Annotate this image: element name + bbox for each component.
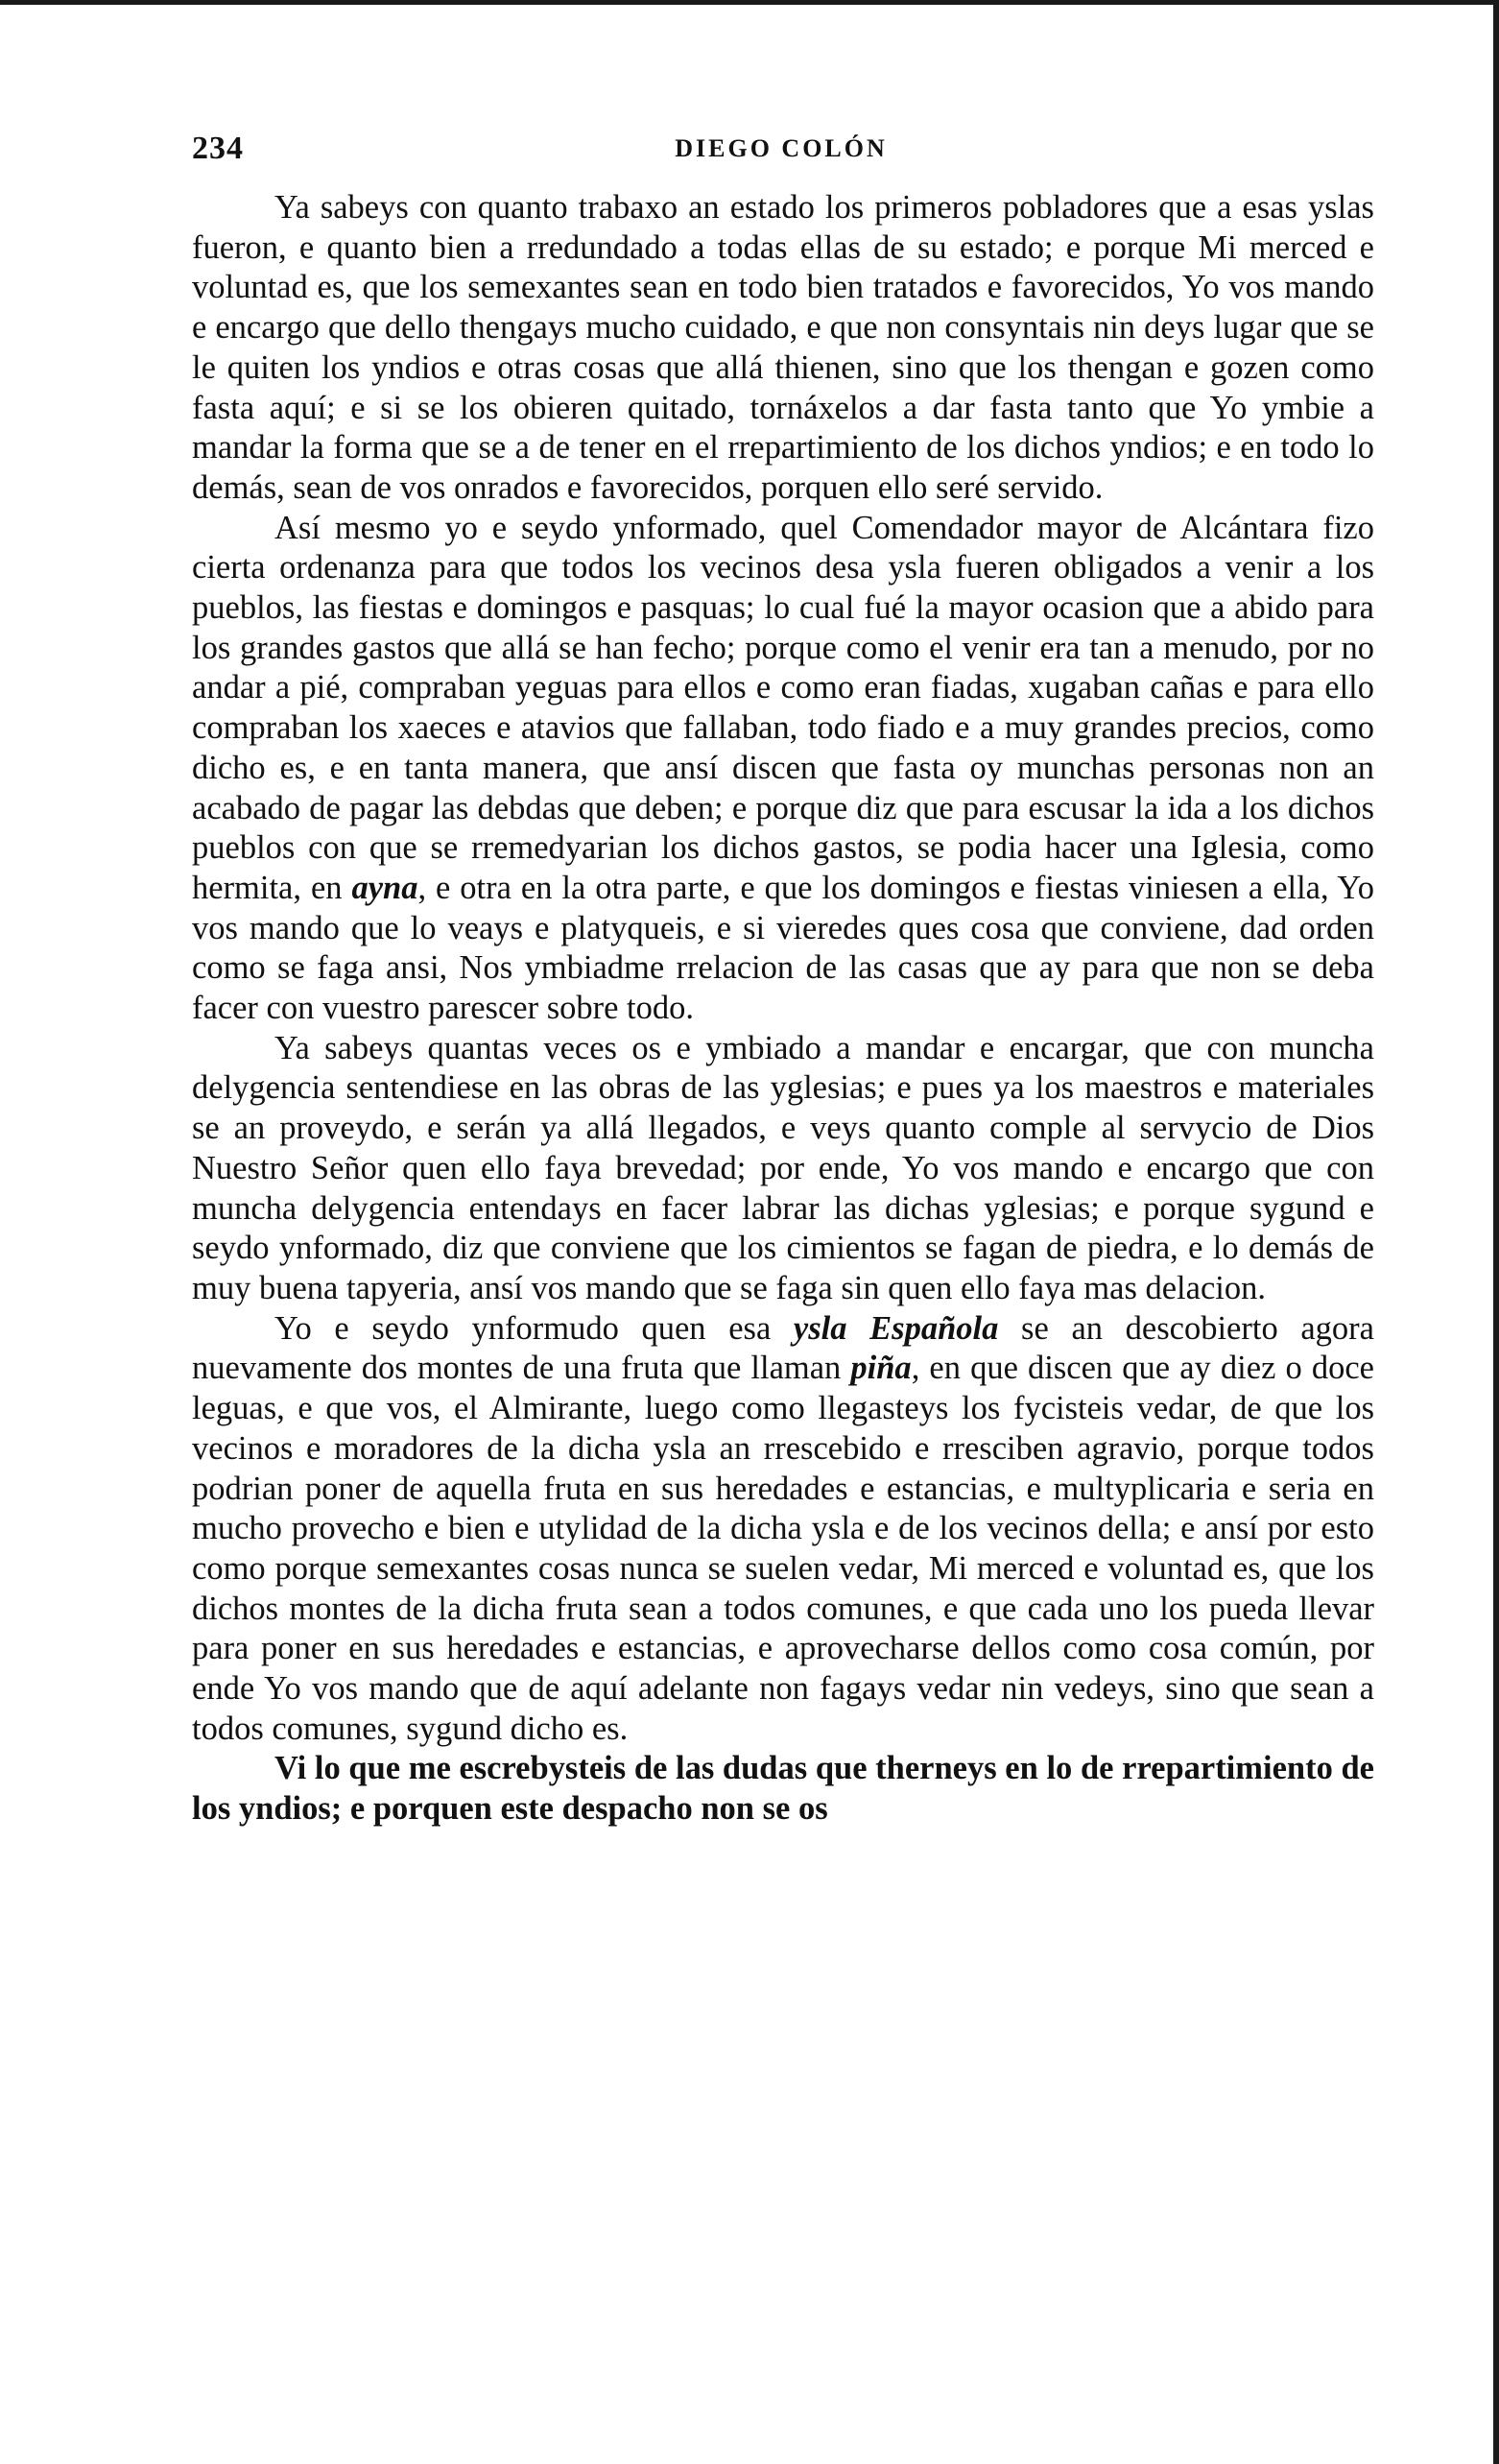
running-head: DIEGO COLÓN (675, 134, 888, 162)
page-header (192, 131, 1370, 179)
paragraph (192, 1029, 1374, 1309)
text-run: , e otra en la otra parte, e que los domingos e fiestas viniesen a ella, Yo vos mando que lo veays e platyqueis, e si vieredes ques cosa que conviene, dad orden como se faga ansi, Nos ymbiadme rrelacion de las casas que ay para que non se deba facer con vuestro parescer sobre todo. (192, 869, 1374, 1027)
italic-term: ayna (351, 869, 418, 906)
scan-edge-top (0, 0, 1499, 5)
text-run: Yo e seydo ynformudo quen esa (274, 1309, 794, 1347)
paragraph (192, 188, 1374, 509)
text-run: Así mesmo yo e seydo ynformado, quel Comendador mayor de Alcántara fizo cierta ordenanza para que todos los vecinos desa ysla fueren obligados a venir a los pueblos, las fiestas e domingos e pasquas; lo cual fué la mayor ocasion que a abido para los grandes gastos que allá se han fecho; porque como el venir era tan a menudo, por no andar a pié, compraban yeguas para ellos e como eran fiadas, xugaban cañas e para ello compraban los xaeces e atavios que fallaban, todo fiado e a muy grandes precios, como dicho es, e en tanta manera, que ansí discen que fasta oy munchas personas non an acabado de pagar las debdas que deben; e porque diz que para escusar la ida a los dichos pueblos con que se rremedyarian los dichos gastos, se podia hacer una Iglesia, como hermita, en (192, 509, 1374, 906)
paragraph (192, 509, 1374, 1029)
text-run: , en que discen que ay diez o doce leguas, e que vos, el Almirante, luego como llegasteys los fycisteis vedar, de que los vecinos e moradores de la dicha ysla an rrescebido e rresciben agravio, porque todos podrian poner de aquella fruta en sus heredades e estancias, e multyplicaria e seria en mucho provecho e bien e utylidad de la dicha ysla e de los vecinos della; e ansí por esto como porque semexantes cosas nunca se suelen vedar, Mi merced e voluntad es, que los dichos montes de la dicha fruta sean a todos comunes, e que cada uno los pueda llevar para poner en sus heredades e estancias, e aprovecharse dellos como cosa común, por ende Yo vos mando que de aquí adelante non fagays vedar nin vedeys, sino que sean a todos comunes, sygund dicho es. (192, 1350, 1374, 1747)
text-run: Ya sabeys quantas veces os e ymbiado a mandar e encargar, que con muncha delygencia sentendiese en las obras de las yglesias; e pues ya los maestros e materiales se an proveydo, e serán ya allá llegados, e veys quanto comple al servycio de Dios Nuestro Señor quen ello faya brevedad; por ende, Yo vos mando e encargo que con muncha delygencia entendays en facer labrar las dichas yglesias; e porque sygund e seydo ynformado, diz que conviene que los cimientos se fagan de piedra, e lo demás de muy buena tapyeria, ansí vos mando que se faga sin quen ello faya mas delacion. (192, 1029, 1374, 1306)
page-number: 234 (192, 131, 244, 166)
italic-term: ysla Española (793, 1309, 999, 1347)
text-run: Vi lo que me escrebysteis de las dudas que therneys en lo de rrepartimiento de los yndios; e porquen este despacho non se os (192, 1750, 1374, 1828)
paragraph (192, 1749, 1374, 1829)
italic-term: piña (850, 1350, 912, 1387)
scan-edge-right (1493, 0, 1499, 2464)
paragraph (192, 1309, 1374, 1750)
body-text (192, 188, 1374, 1830)
text-run: se an descobierto agora nuevamente dos montes de una fruta que llaman (192, 1309, 1374, 1387)
text-run: Ya sabeys con quanto trabaxo an estado los primeros pobladores que a esas yslas fueron, e quanto bien a rredundado a todas ellas de su estado; e porque Mi merced e voluntad es, que los semexantes sean en todo bien tratados e favorecidos, Yo vos mando e encargo que dello thengays mucho cuidado, e que non consyntais nin deys lugar que se le quiten los yndios e otras cosas que allá thienen, sino que los thengan e gozen como fasta aquí; e si se los obieren quitado, tornáxelos a dar fasta tanto que Yo ymbie a mandar la forma que se a de tener en el rrepartimiento de los dichos yndios; e en todo lo demás, sean de vos onrados e favorecidos, porquen ello seré servido. (192, 189, 1374, 506)
